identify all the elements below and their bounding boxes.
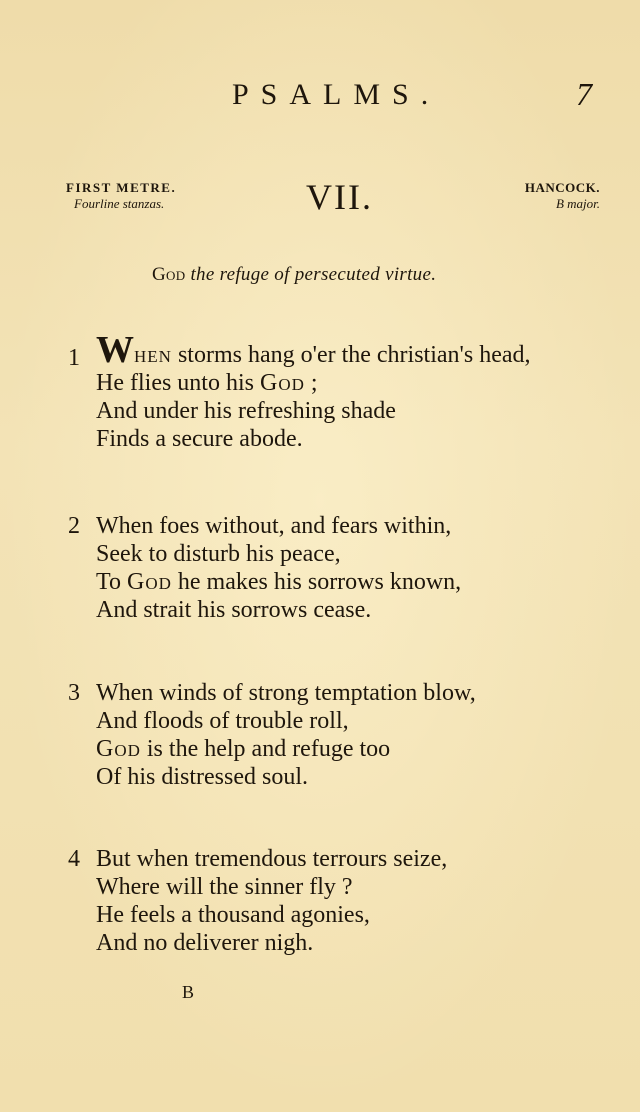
verse-line: And under his refreshing shade [96,398,396,424]
tune-name: HANCOCK. [524,180,600,195]
stanza-1 [68,329,531,453]
small-caps-god: God [96,736,141,762]
stanza-number: 4 [68,846,80,872]
line-text: ; [304,370,318,396]
verse-line [96,329,531,371]
verse-line: And floods of trouble roll, [96,708,349,734]
line-text: To [96,569,127,595]
small-caps-god: God [259,370,305,396]
verse-line: Finds a secure abode. [96,426,303,452]
verse-line: But when tremendous terrours seize, [96,846,448,872]
verse-line: Where will the sinner fly ? [96,874,353,900]
subtitle-text: the refuge of persecuted virtue. [185,264,437,285]
signature-mark: B [182,982,195,1002]
page-number: 7 [576,76,592,112]
small-caps-word: hen [134,342,172,368]
verse-line: When winds of strong temptation blow, [96,680,476,706]
verse-line [96,369,531,397]
subtitle-god: God [152,264,186,285]
verse-line [96,735,476,763]
verse-line: And no deliverer nigh. [96,930,314,956]
verse-line: When foes without, and fears within, [96,513,452,539]
stanza-4 [68,845,447,957]
stanza-2 [68,512,461,624]
line-text: he makes his sorrows known, [171,569,462,595]
stanza-number: 1 [68,345,80,371]
line-text: He flies unto his [96,370,260,396]
running-head: PSALMS. [232,78,441,111]
small-caps-god: God [126,569,172,595]
psalm-number: VII. [306,177,373,217]
metre-line: FIRST METRE. [66,180,177,195]
verse-line: He feels a thousand agonies, [96,902,370,928]
verse-line: And strait his sorrows cease. [96,597,372,623]
verse-line: Of his distressed soul. [96,764,308,790]
tune-key: B major. [555,196,600,211]
stanza-number: 2 [68,513,80,539]
verse-line: Seek to disturb his peace, [96,541,341,567]
line-text: storms hang o'er the christian's head, [171,342,531,368]
stanza-3 [68,679,476,791]
stanza-form: Fourline stanzas. [74,196,165,211]
verse-line [96,568,461,596]
psalm-subtitle [152,264,436,286]
metre-label [66,180,176,212]
stanza-number: 3 [68,680,80,706]
tune-label [525,180,600,212]
drop-cap: W [96,329,134,371]
line-text: is the help and refuge too [140,736,391,762]
